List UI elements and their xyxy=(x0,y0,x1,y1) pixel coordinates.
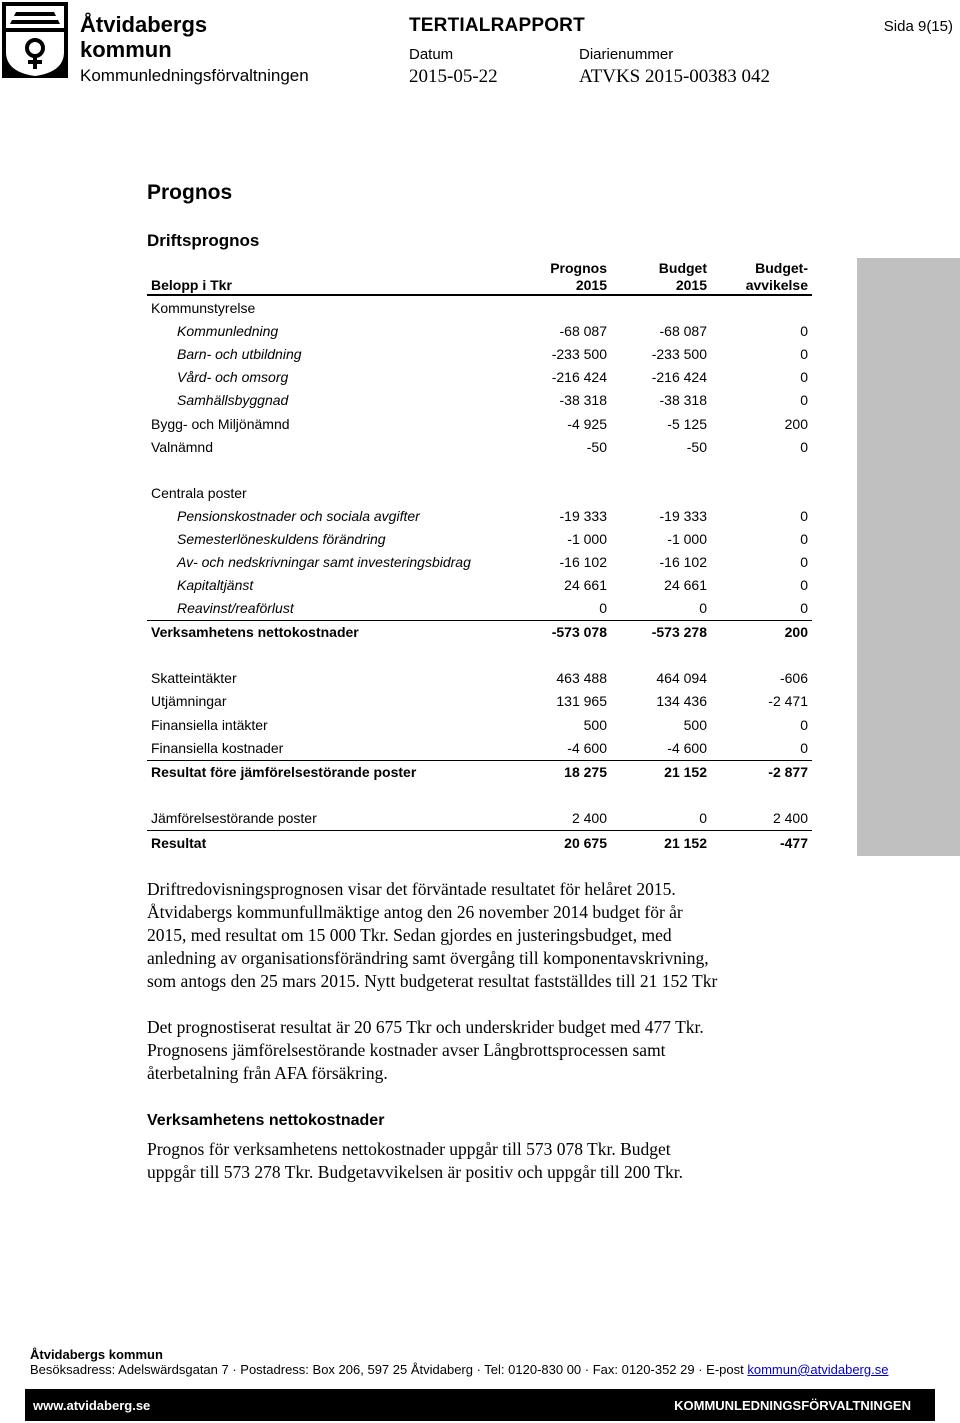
row-avvikelse: 0 xyxy=(800,508,808,524)
row-avvikelse: -477 xyxy=(779,835,808,851)
row-label: Barn- och utbildning xyxy=(177,346,302,362)
org-unit: Kommunledningsförvaltningen xyxy=(80,66,309,85)
row-avvikelse: -2 471 xyxy=(768,693,808,709)
row-label: Skatteintäkter xyxy=(151,670,237,686)
table-row-resultat xyxy=(147,832,812,854)
table-row-valnamnd xyxy=(147,436,812,458)
row-avvikelse: 200 xyxy=(784,624,808,640)
table-row-pensionskostnader xyxy=(147,505,812,527)
row-label: Reavinst/reaförlust xyxy=(177,600,294,616)
date-value: 2015-05-22 xyxy=(409,66,498,87)
org-name-line2: kommun xyxy=(80,37,172,62)
row-label: Valnämnd xyxy=(151,439,214,455)
row-budget: -1 000 xyxy=(667,531,707,547)
table-row-resultat-fore-jamforelsestorande xyxy=(147,761,812,783)
row-prognos: 0 xyxy=(599,600,607,616)
row-prognos: -216 424 xyxy=(551,369,607,385)
row-label: Pensionskostnader och sociala avgifter xyxy=(177,508,420,524)
table-row-kommunstyrelse xyxy=(147,297,812,319)
text-line: Det prognostiserat resultat är 20 675 Tkr och underskrider budget med 477 Tkr. xyxy=(147,1017,704,1037)
table-row-finansiella-kostnader xyxy=(147,737,812,759)
row-label: Centrala poster xyxy=(151,485,247,501)
row-prognos: -4 600 xyxy=(567,740,607,756)
row-avvikelse: 0 xyxy=(800,577,808,593)
text-line: som antogs den 25 mars 2015. Nytt budgeterat resultat fastställdes till 21 152 Tkr xyxy=(147,971,718,991)
col-header-budget-1: Budget xyxy=(658,260,707,276)
row-prognos: 500 xyxy=(583,717,607,733)
row-prognos: 24 661 xyxy=(564,577,607,593)
table-row-jamforelsestorande-poster xyxy=(147,807,812,829)
row-avvikelse: -2 877 xyxy=(768,764,808,780)
text-line: återbetalning från AFA försäkring. xyxy=(147,1063,388,1083)
row-label: Jämförelsestörande poster xyxy=(151,810,317,826)
row-budget: 134 436 xyxy=(656,693,707,709)
row-budget: -4 600 xyxy=(667,740,707,756)
row-budget: -216 424 xyxy=(651,369,707,385)
row-avvikelse: 0 xyxy=(800,346,808,362)
row-budget: -233 500 xyxy=(651,346,707,362)
section-subheading: Verksamhetens nettokostnader xyxy=(147,1112,385,1129)
col-header-avvikelse-2: avvikelse xyxy=(745,277,808,293)
table-row-utjamningar xyxy=(147,690,812,712)
table-row-kommunledning xyxy=(147,320,812,342)
paragraph-result xyxy=(147,1016,827,1085)
table-row-barn-utbildning xyxy=(147,343,812,365)
row-prognos: -19 333 xyxy=(559,508,607,524)
table-row-kapitaltjanst xyxy=(147,574,812,596)
paragraph-net-costs xyxy=(147,1138,827,1184)
table-row-centrala-poster xyxy=(147,482,812,504)
table-row-avskrivningar xyxy=(147,551,812,573)
row-budget: -19 333 xyxy=(659,508,707,524)
row-avvikelse: -606 xyxy=(779,670,808,686)
table-row-reavinst xyxy=(147,597,812,619)
text-line: Prognosens jämförelsestörande kostnader avser Långbrottsprocessen samt xyxy=(147,1040,666,1060)
row-label: Kommunstyrelse xyxy=(151,300,256,316)
row-avvikelse: 0 xyxy=(800,392,808,408)
footer-address xyxy=(30,1362,888,1378)
section-title: Driftsprognos xyxy=(147,231,260,250)
col-header-prognos-2: 2015 xyxy=(575,277,607,293)
row-prognos: -4 925 xyxy=(567,416,607,432)
row-avvikelse: 2 400 xyxy=(772,810,808,826)
row-budget: -68 087 xyxy=(659,323,707,339)
forecast-table xyxy=(147,258,812,856)
row-prognos: -38 318 xyxy=(559,392,607,408)
paragraph-forecast-summary xyxy=(147,878,827,993)
document-type: TERTIALRAPPORT xyxy=(409,15,585,36)
row-budget: 500 xyxy=(683,717,707,733)
col-header-budget-2: 2015 xyxy=(675,277,707,293)
row-label: Kommunledning xyxy=(177,323,279,339)
row-label: Resultat före jämförelsestörande poster xyxy=(151,764,417,780)
header-rule xyxy=(147,294,812,296)
row-prognos: 131 965 xyxy=(556,693,607,709)
row-budget: -38 318 xyxy=(659,392,707,408)
footer-address-text: Besöksadress: Adelswärdsgatan 7 · Postadress: Box 206, 597 25 Åtvidaberg · Tel: 0120-830 00 · Fax: 0120-352 29 · E-post xyxy=(30,1362,748,1377)
col-header-prognos-1: Prognos xyxy=(550,260,607,276)
row-prognos: 463 488 xyxy=(556,670,607,686)
text-line: Driftredovisningsprognosen visar det förväntade resultatet för helåret 2015. xyxy=(147,879,676,899)
col-header-label: Belopp i Tkr xyxy=(151,277,232,293)
diarie-value: ATVKS 2015-00383 042 xyxy=(579,66,771,87)
row-budget: 464 094 xyxy=(656,670,707,686)
date-label: Datum xyxy=(409,46,454,63)
footer-bar xyxy=(25,1389,935,1421)
row-prognos: 20 675 xyxy=(564,835,607,851)
row-label: Av- och nedskrivningar samt investeringsbidrag xyxy=(177,554,471,570)
table-row-skatteintakter xyxy=(147,667,812,689)
row-budget: 24 661 xyxy=(664,577,707,593)
row-avvikelse: 0 xyxy=(800,717,808,733)
page-number: Sida 9(15) xyxy=(883,18,953,35)
diarie-label: Diarienummer xyxy=(579,46,674,63)
text-line: uppgår till 573 278 Tkr. Budgetavvikelsen är positiv och uppgår till 200 Tkr. xyxy=(147,1162,683,1182)
municipal-coat-of-arms-icon xyxy=(2,2,68,78)
org-name-line1: Åtvidabergs xyxy=(80,12,208,37)
row-prognos: 18 275 xyxy=(564,764,607,780)
row-label: Semesterlöneskuldens förändring xyxy=(177,531,386,547)
table-row-samhallsbyggnad xyxy=(147,389,812,411)
text-line: Åtvidabergs kommunfullmäktige antog den 26 november 2014 budget för år xyxy=(147,902,683,922)
row-label: Finansiella intäkter xyxy=(151,717,268,733)
final-rule xyxy=(147,830,812,831)
table-row-semesterloneskuld xyxy=(147,528,812,550)
row-prognos: -68 087 xyxy=(559,323,607,339)
row-avvikelse: 0 xyxy=(800,369,808,385)
row-budget: 21 152 xyxy=(664,764,707,780)
row-avvikelse: 0 xyxy=(800,531,808,547)
table-row-vard-omsorg xyxy=(147,366,812,388)
row-avvikelse: 0 xyxy=(800,439,808,455)
row-label: Verksamhetens nettokostnader xyxy=(151,624,359,640)
text-line: 2015, med resultat om 15 000 Tkr. Sedan gjordes en justeringsbudget, med xyxy=(147,925,672,945)
text-line: Prognos för verksamhetens nettokostnader uppgår till 573 078 Tkr. Budget xyxy=(147,1139,671,1159)
row-prognos: -233 500 xyxy=(551,346,607,362)
row-prognos: 2 400 xyxy=(571,810,607,826)
table-row-bygg-miljo xyxy=(147,413,812,435)
row-avvikelse: 0 xyxy=(800,554,808,570)
row-budget: -50 xyxy=(686,439,707,455)
deviation-column-shading xyxy=(857,258,960,856)
row-label: Utjämningar xyxy=(151,693,227,709)
table-row-finansiella-intakter xyxy=(147,714,812,736)
row-budget: 0 xyxy=(699,600,707,616)
col-header-avvikelse-1: Budget- xyxy=(755,260,808,276)
row-label: Resultat xyxy=(151,835,207,851)
row-avvikelse: 0 xyxy=(800,600,808,616)
footer-website-link[interactable]: www.atvidaberg.se xyxy=(33,1398,151,1413)
row-avvikelse: 0 xyxy=(800,323,808,339)
row-budget: 21 152 xyxy=(664,835,707,851)
row-label: Samhällsbyggnad xyxy=(177,392,289,408)
row-label: Finansiella kostnader xyxy=(151,740,284,756)
row-prognos: -573 078 xyxy=(551,624,607,640)
row-avvikelse: 200 xyxy=(784,416,808,432)
row-budget: 0 xyxy=(699,810,707,826)
page-title: Prognos xyxy=(147,181,233,204)
footer-email-link[interactable]: kommun@atvidaberg.se xyxy=(747,1362,889,1377)
row-label: Kapitaltjänst xyxy=(177,577,254,593)
row-prognos: -50 xyxy=(586,439,607,455)
row-budget: -16 102 xyxy=(659,554,707,570)
row-avvikelse: 0 xyxy=(800,740,808,756)
text-line: anledning av organisationsförändring samt övergång till komponentavskrivning, xyxy=(147,948,709,968)
row-label: Bygg- och Miljönämnd xyxy=(151,416,290,432)
row-budget: -5 125 xyxy=(667,416,707,432)
row-budget: -573 278 xyxy=(651,624,707,640)
footer-org-name: Åtvidabergs kommun xyxy=(30,1347,163,1362)
footer-department: KOMMUNLEDNINGSFÖRVALTNINGEN xyxy=(674,1398,911,1413)
row-label: Vård- och omsorg xyxy=(177,369,289,385)
table-row-verksamhetens-nettokostnader xyxy=(147,621,812,643)
row-prognos: -16 102 xyxy=(559,554,607,570)
row-prognos: -1 000 xyxy=(567,531,607,547)
